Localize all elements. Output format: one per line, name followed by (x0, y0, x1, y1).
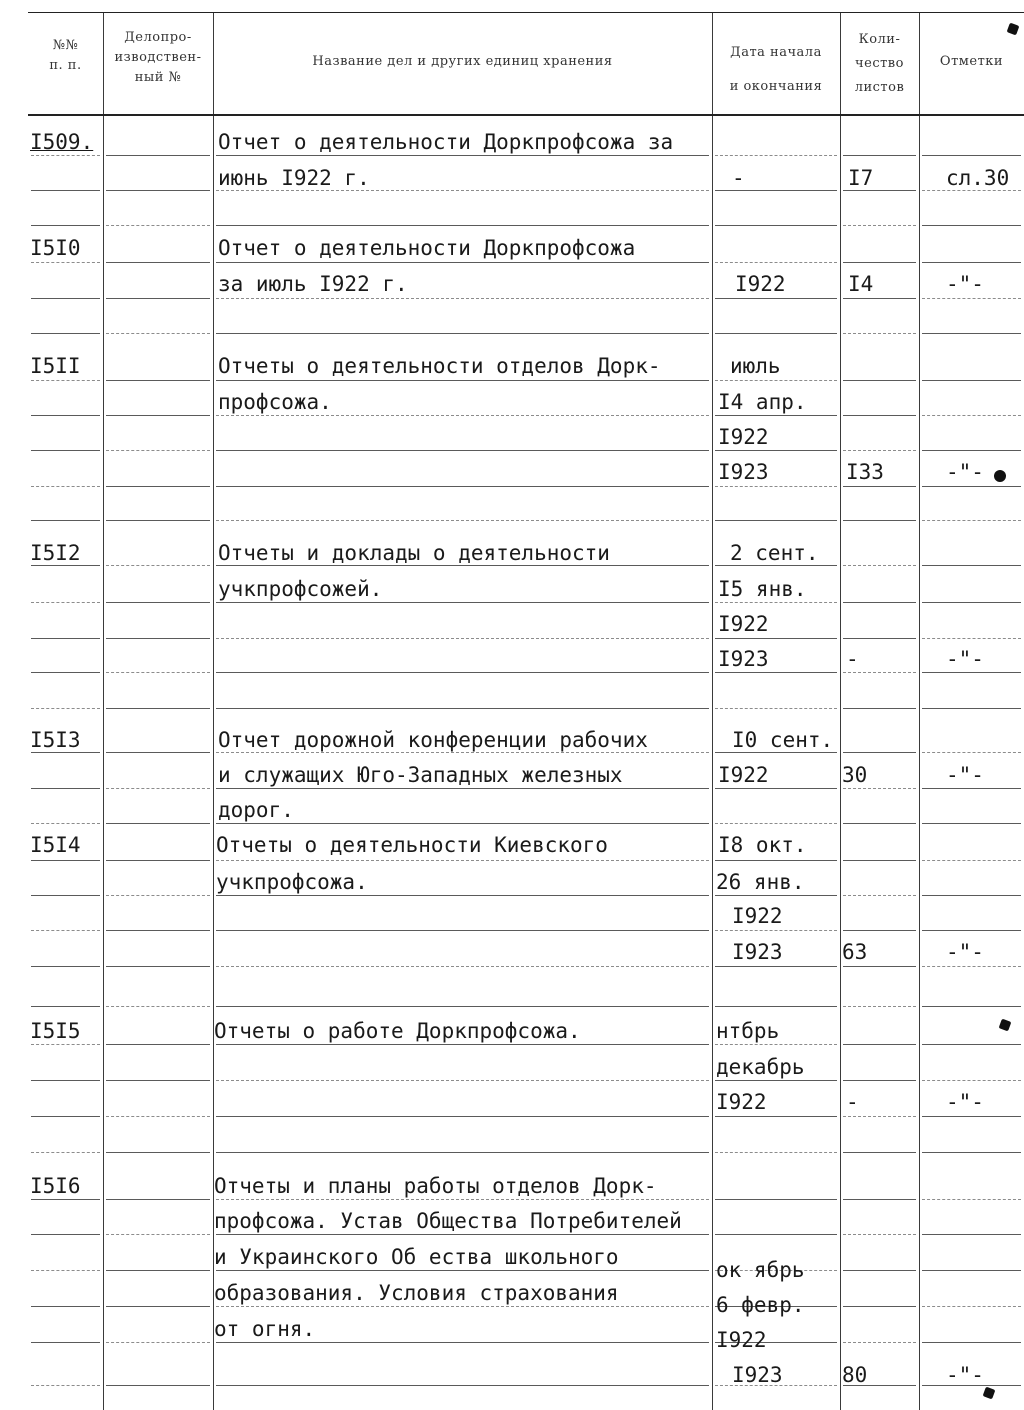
ruled-line (922, 1044, 1021, 1045)
row-title-line: и служащих Юго-Западных железных (218, 763, 623, 787)
ruled-line (216, 895, 709, 896)
ruled-line (715, 380, 837, 381)
ruled-line (216, 380, 709, 381)
row-title-line: и Украинского Об ества школьного (214, 1245, 619, 1269)
ruled-line (31, 752, 100, 753)
ruled-line (715, 333, 837, 334)
row-date-line: I922 (716, 1090, 767, 1114)
ruled-line (31, 966, 100, 967)
ruled-line (106, 966, 210, 967)
ruled-line (922, 298, 1021, 299)
ruled-line (106, 415, 210, 416)
ruled-line (31, 708, 100, 709)
ruled-line (715, 930, 837, 931)
ruled-line (922, 415, 1021, 416)
row-date-line: I4 апр. (718, 390, 807, 414)
row-date-line: I922 (718, 612, 769, 636)
ruled-line (106, 155, 210, 156)
ruled-line (715, 415, 837, 416)
ruled-line (106, 1044, 210, 1045)
ruled-line (843, 966, 916, 967)
ruled-line (31, 415, 100, 416)
row-note: -"- (946, 763, 984, 787)
ruled-line (106, 823, 210, 824)
header-count: Коли- чество листов (854, 32, 905, 95)
row-note: -"- (946, 1090, 984, 1114)
ruled-line (922, 1234, 1021, 1235)
row-title-line: за июль I922 г. (218, 272, 408, 296)
ruled-line (106, 262, 210, 263)
ruled-line (922, 486, 1021, 487)
ruled-line (843, 1234, 916, 1235)
row-num: I5II (30, 354, 81, 378)
ruled-line (216, 262, 709, 263)
ruled-line (843, 602, 916, 603)
ruled-line (843, 708, 916, 709)
ruled-line (216, 1152, 709, 1153)
ruled-line (106, 1270, 210, 1271)
ruled-line (843, 565, 916, 566)
ruled-line (106, 752, 210, 753)
row-date-line: I923 (732, 940, 783, 964)
ruled-line (715, 190, 837, 191)
ruled-line (31, 1306, 100, 1307)
row-sheet-count: - (846, 1090, 859, 1114)
header-title: Название дел и других единиц хранения (312, 54, 613, 69)
ruled-line (843, 1152, 916, 1153)
ruled-line (715, 298, 837, 299)
ruled-line (106, 860, 210, 861)
row-note: -"- (946, 1363, 984, 1387)
row-sheet-count: I33 (846, 460, 884, 484)
ruled-line (216, 333, 709, 334)
ruled-line (216, 1006, 709, 1007)
ruled-line (216, 1385, 709, 1386)
ruled-line (31, 1270, 100, 1271)
row-date-line: I8 окт. (718, 833, 807, 857)
ink-mark-icon (999, 1019, 1012, 1032)
ink-mark-icon (983, 1387, 996, 1400)
ruled-line (106, 788, 210, 789)
row-date-line: декабрь (716, 1055, 805, 1079)
row-date-line: I923 (732, 1363, 783, 1387)
ruled-line (843, 895, 916, 896)
row-title-line: профсожа. Устав Общества Потребителей (214, 1209, 682, 1233)
ruled-line (715, 708, 837, 709)
ruled-line (31, 672, 100, 673)
row-date-line: I5 янв. (718, 577, 807, 601)
row-title-line: от огня. (214, 1317, 316, 1341)
row-sheet-count: 30 (842, 763, 868, 787)
ruled-line (216, 788, 709, 789)
row-title-line: учкпрофсожа. (216, 870, 368, 894)
column-rule (213, 12, 214, 1410)
ruled-line (922, 602, 1021, 603)
ruled-line (715, 895, 837, 896)
ruled-line (216, 1234, 709, 1235)
header-notes: Отметки (939, 54, 1004, 69)
row-num: I5I6 (30, 1174, 81, 1198)
ruled-line (106, 450, 210, 451)
ruled-line (106, 1234, 210, 1235)
row-date-line: I922 (716, 1328, 767, 1352)
ruled-line (715, 450, 837, 451)
row-num: I5I5 (30, 1019, 81, 1043)
ruled-line (106, 1342, 210, 1343)
ruled-line (216, 1270, 709, 1271)
row-date-line: I922 (735, 272, 786, 296)
ruled-line (922, 788, 1021, 789)
ruled-line (216, 966, 709, 967)
ruled-line (715, 1006, 837, 1007)
row-num: I5I2 (30, 541, 81, 565)
ruled-line (843, 1006, 916, 1007)
top-border (28, 12, 1024, 13)
ruled-line (843, 1270, 916, 1271)
ruled-line (922, 708, 1021, 709)
ruled-line (922, 1152, 1021, 1153)
ruled-line (715, 788, 837, 789)
ruled-line (106, 1006, 210, 1007)
ruled-line (922, 672, 1021, 673)
ruled-line (922, 1199, 1021, 1200)
ruled-line (31, 155, 100, 156)
ruled-line (216, 298, 709, 299)
ruled-line (715, 966, 837, 967)
row-date-line: I923 (718, 460, 769, 484)
ruled-line (216, 155, 709, 156)
ruled-line (216, 520, 709, 521)
ruled-line (843, 1116, 916, 1117)
ruled-line (715, 262, 837, 263)
ruled-line (715, 1199, 837, 1200)
ruled-line (843, 1080, 916, 1081)
ruled-line (715, 860, 837, 861)
ruled-line (31, 190, 100, 191)
ruled-line (31, 602, 100, 603)
ruled-line (216, 638, 709, 639)
row-date-line: 26 янв. (716, 870, 805, 894)
ruled-line (922, 638, 1021, 639)
ruled-line (216, 415, 709, 416)
ink-mark-icon (1007, 23, 1020, 36)
ruled-line (715, 1234, 837, 1235)
ruled-line (31, 1006, 100, 1007)
row-title-line: профсожа. (218, 390, 332, 414)
ruled-line (843, 298, 916, 299)
row-title-line: образования. Условия страхования (214, 1281, 619, 1305)
column-rule (919, 12, 920, 1410)
row-date-line: I922 (718, 763, 769, 787)
row-date-line: июль (730, 354, 781, 378)
row-note: сл.30 (946, 166, 1010, 190)
ruled-line (715, 602, 837, 603)
ruled-line (31, 262, 100, 263)
ruled-line (216, 190, 709, 191)
row-date-line: 6 февр. (716, 1293, 805, 1317)
ruled-line (843, 155, 916, 156)
ruled-line (106, 225, 210, 226)
ruled-line (216, 1342, 709, 1343)
ruled-line (31, 895, 100, 896)
ruled-line (106, 1152, 210, 1153)
ruled-line (843, 1342, 916, 1343)
row-title-line: Отчеты о деятельности отделов Дорк- (218, 354, 661, 378)
ruled-line (31, 860, 100, 861)
ruled-line (843, 333, 916, 334)
ruled-line (106, 708, 210, 709)
ink-blot-icon (994, 470, 1006, 482)
row-title-line: Отчет дорожной конференции рабочих (218, 728, 648, 752)
ruled-line (843, 450, 916, 451)
ruled-line (843, 1044, 916, 1045)
ruled-line (715, 486, 837, 487)
ruled-line (843, 638, 916, 639)
ruled-line (106, 298, 210, 299)
ruled-line (106, 1306, 210, 1307)
ruled-line (922, 333, 1021, 334)
ruled-line (31, 450, 100, 451)
row-title-line: дорог. (218, 798, 294, 822)
ruled-line (843, 486, 916, 487)
ruled-line (843, 380, 916, 381)
ruled-line (106, 602, 210, 603)
ruled-line (216, 708, 709, 709)
row-note: -"- (946, 272, 984, 296)
row-title-line: Отчет о деятельности Доркпрофсожа за (218, 130, 674, 154)
ruled-line (31, 823, 100, 824)
ruled-line (31, 1234, 100, 1235)
row-note: -"- (946, 940, 984, 964)
ruled-line (715, 1116, 837, 1117)
ruled-line (843, 1306, 916, 1307)
ruled-line (216, 672, 709, 673)
ruled-line (216, 1080, 709, 1081)
ruled-line (106, 1116, 210, 1117)
ruled-line (715, 752, 837, 753)
header-dates: Дата начала и окончания (729, 45, 823, 94)
ruled-line (922, 823, 1021, 824)
row-title-line: Отчеты и планы работы отделов Дорк- (214, 1174, 657, 1198)
column-rule (712, 12, 713, 1410)
ruled-line (31, 1044, 100, 1045)
ruled-line (922, 1006, 1021, 1007)
ruled-line (843, 190, 916, 191)
ruled-line (715, 672, 837, 673)
ruled-line (106, 190, 210, 191)
ruled-line (106, 1080, 210, 1081)
ruled-line (216, 486, 709, 487)
row-title-line: июнь I922 г. (218, 166, 370, 190)
ruled-line (715, 520, 837, 521)
ruled-line (31, 1342, 100, 1343)
ruled-line (31, 788, 100, 789)
ruled-line (843, 930, 916, 931)
ruled-line (922, 380, 1021, 381)
row-num: I5I0 (30, 236, 81, 260)
ruled-line (216, 602, 709, 603)
ruled-line (31, 930, 100, 931)
row-title-line: учкпрофсожей. (218, 577, 383, 601)
ruled-line (31, 638, 100, 639)
ruled-line (843, 823, 916, 824)
row-date-line: I0 сент. (732, 728, 834, 752)
row-num: I5I4 (30, 833, 81, 857)
ruled-line (31, 1385, 100, 1386)
ruled-line (922, 1342, 1021, 1343)
row-date-line: 2 сент. (730, 541, 819, 565)
ruled-line (922, 190, 1021, 191)
ruled-line (106, 672, 210, 673)
ruled-line (31, 520, 100, 521)
ruled-line (843, 860, 916, 861)
ruled-line (216, 1044, 709, 1045)
ruled-line (216, 930, 709, 931)
ruled-line (216, 1116, 709, 1117)
ruled-line (106, 333, 210, 334)
ruled-line (216, 1199, 709, 1200)
ruled-line (922, 262, 1021, 263)
ruled-line (843, 752, 916, 753)
ruled-line (31, 1152, 100, 1153)
ruled-line (922, 966, 1021, 967)
ruled-line (922, 565, 1021, 566)
row-sheet-count: I7 (848, 166, 874, 190)
row-num: I5I3 (30, 728, 81, 752)
ruled-line (843, 415, 916, 416)
row-date-line: нтбрь (716, 1019, 780, 1043)
ruled-line (843, 788, 916, 789)
row-title-line: Отчеты о деятельности Киевского (216, 833, 608, 857)
ruled-line (922, 450, 1021, 451)
ruled-line (106, 895, 210, 896)
ruled-line (715, 1044, 837, 1045)
row-date-line: I923 (718, 647, 769, 671)
header-office-num: Делопро- изводствен- ный № (114, 30, 202, 85)
ruled-line (216, 565, 709, 566)
row-title-line: Отчеты о работе Доркпрофсожа. (214, 1019, 581, 1043)
ruled-line (106, 520, 210, 521)
ruled-line (715, 1152, 837, 1153)
ruled-line (843, 262, 916, 263)
ruled-line (715, 1080, 837, 1081)
ruled-line (106, 380, 210, 381)
ruled-line (843, 225, 916, 226)
ruled-line (216, 225, 709, 226)
row-note: -"- (946, 460, 984, 484)
ruled-line (106, 1385, 210, 1386)
ruled-line (106, 930, 210, 931)
row-num: I509. (30, 130, 94, 154)
ruled-line (922, 1270, 1021, 1271)
ruled-line (31, 333, 100, 334)
ruled-line (922, 860, 1021, 861)
ruled-line (31, 298, 100, 299)
ruled-line (715, 823, 837, 824)
ruled-line (106, 638, 210, 639)
ruled-line (922, 930, 1021, 931)
row-sheet-count: - (846, 647, 859, 671)
ruled-line (106, 565, 210, 566)
ruled-line (715, 155, 837, 156)
ruled-line (106, 486, 210, 487)
row-date-line: - (732, 166, 745, 190)
column-rule (103, 12, 104, 1410)
ruled-line (715, 565, 837, 566)
ruled-line (31, 565, 100, 566)
ruled-line (216, 823, 709, 824)
ruled-line (922, 1080, 1021, 1081)
ruled-line (922, 1116, 1021, 1117)
row-date-line: I922 (718, 425, 769, 449)
ruled-line (216, 450, 709, 451)
header-rule (28, 114, 1024, 116)
ruled-line (216, 1306, 709, 1307)
row-title-line: Отчеты и доклады о деятельности (218, 541, 610, 565)
ruled-line (922, 1306, 1021, 1307)
row-sheet-count: 80 (842, 1363, 868, 1387)
ruled-line (31, 1116, 100, 1117)
row-note: -"- (946, 647, 984, 671)
ruled-line (715, 638, 837, 639)
ruled-line (922, 155, 1021, 156)
ruled-line (922, 225, 1021, 226)
row-date-line: ок ябрь (716, 1258, 805, 1282)
header-num: №№ п. п. (49, 38, 82, 73)
ruled-line (106, 1199, 210, 1200)
ruled-line (216, 860, 709, 861)
ruled-line (216, 752, 709, 753)
row-sheet-count: 63 (842, 940, 868, 964)
ruled-line (31, 1080, 100, 1081)
column-rule (840, 12, 841, 1410)
ruled-line (843, 1199, 916, 1200)
ruled-line (843, 672, 916, 673)
ruled-line (843, 520, 916, 521)
ruled-line (922, 752, 1021, 753)
ruled-line (31, 486, 100, 487)
ruled-line (31, 1199, 100, 1200)
row-sheet-count: I4 (848, 272, 874, 296)
row-title-line: Отчет о деятельности Доркпрофсожа (218, 236, 636, 260)
ruled-line (31, 225, 100, 226)
ruled-line (922, 895, 1021, 896)
ruled-line (922, 520, 1021, 521)
ruled-line (31, 380, 100, 381)
ruled-line (715, 225, 837, 226)
row-date-line: I922 (732, 904, 783, 928)
